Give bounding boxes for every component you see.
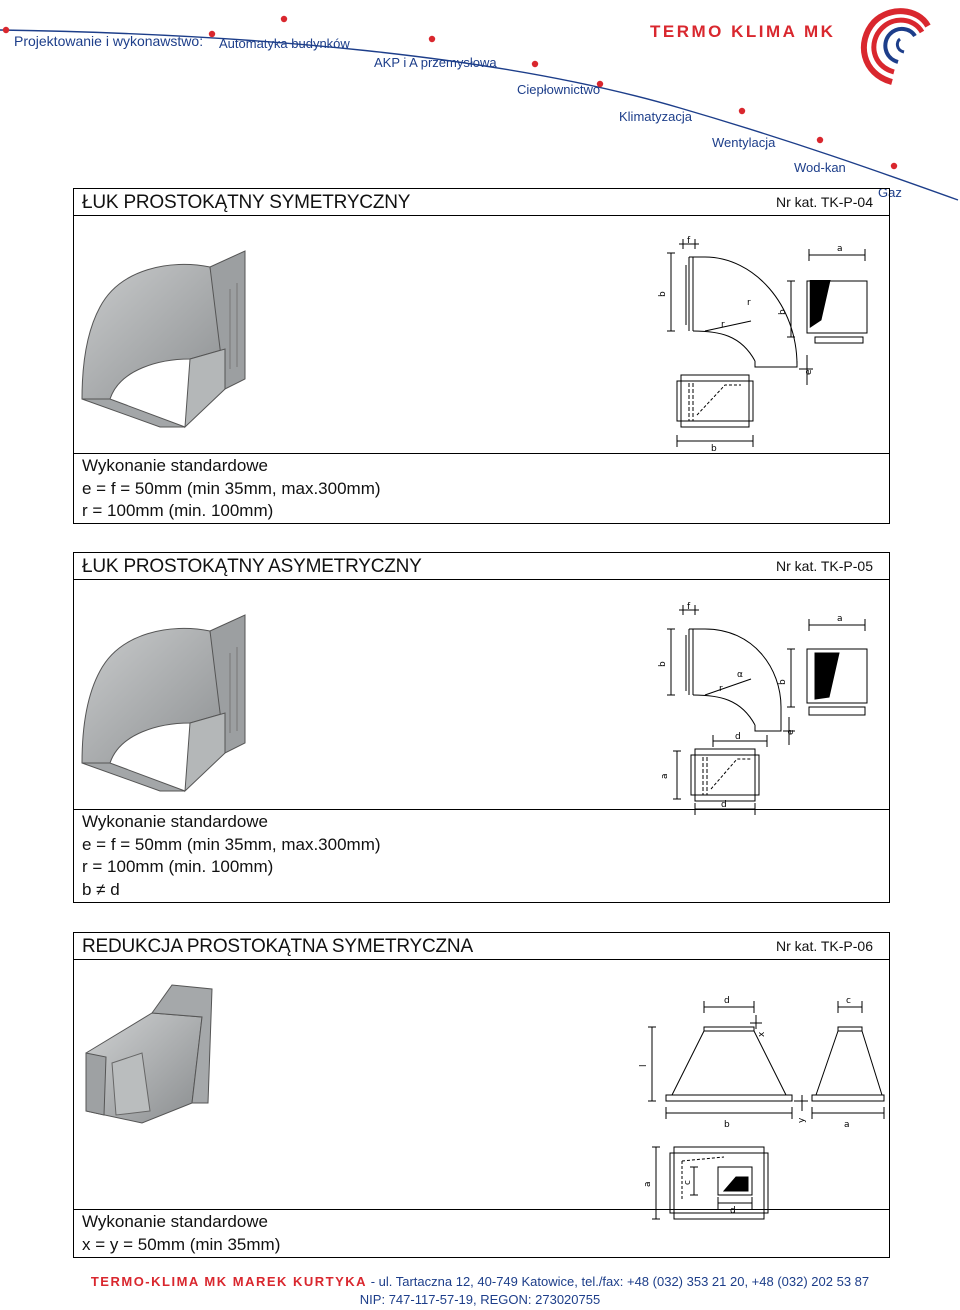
curve-dot <box>532 61 538 67</box>
logo-swirl-icon <box>852 2 934 84</box>
dim-label: d <box>724 996 730 1006</box>
catalog-number: Nr kat. TK-P-05 <box>776 558 873 574</box>
dim-label: c <box>683 1180 693 1185</box>
service-gas: Gaz <box>878 185 902 200</box>
dim-label: a <box>837 244 843 254</box>
curve-dot <box>3 27 9 33</box>
service-ventilation: Wentylacja <box>712 135 776 150</box>
dim-label: r <box>747 298 751 308</box>
spec-line: r = 100mm (min. 100mm) <box>82 501 274 520</box>
service-akp: AKP i A przemysłowa <box>374 55 497 70</box>
asymmetric-elbow-photo <box>80 613 255 793</box>
footer-address: - ul. Tartaczna 12, 40-749 Katowice, tel./fax: +48 (032) 353 21 20, +48 (032) 202 53 87 <box>370 1274 870 1289</box>
product-tk-p-06 <box>73 932 890 1258</box>
service-heating: Ciepłownictwo <box>517 82 601 97</box>
product-title-row <box>74 933 889 960</box>
product-illustration-area <box>74 579 889 810</box>
curve-dot <box>281 16 287 22</box>
product-title: ŁUK PROSTOKĄTNY SYMETRYCZNY <box>82 192 411 213</box>
dim-label: d <box>730 1206 736 1216</box>
curve-dot <box>429 36 435 42</box>
dim-label: c <box>846 996 851 1006</box>
dim-label: e <box>786 729 796 735</box>
spec-line: Wykonanie standardowe <box>82 456 269 475</box>
spec-line: x = y = 50mm (min 35mm) <box>82 1234 281 1254</box>
curve-dot <box>739 108 745 114</box>
dim-label: l <box>639 1064 649 1067</box>
dim-label: f <box>687 602 691 612</box>
dim-label: r <box>719 684 723 694</box>
dim-label: x <box>757 1031 767 1037</box>
catalog-number: Nr kat. TK-P-06 <box>776 938 873 954</box>
elbow-duct-photo <box>80 249 255 429</box>
dim-label: a <box>837 614 843 624</box>
dim-label: b <box>658 661 668 667</box>
product-illustration-area <box>74 959 889 1216</box>
header-lead: Projektowanie i wykonawstwo: <box>14 33 204 49</box>
spec-line: Wykonanie standardowe <box>82 1212 269 1231</box>
dim-label: b <box>778 679 788 685</box>
asymmetric-elbow-technical-drawing <box>659 599 874 809</box>
service-automation: Automatyka budynków <box>219 36 350 51</box>
product-specs <box>82 1211 280 1256</box>
elbow-technical-drawing <box>658 235 874 454</box>
dim-label: a <box>643 1181 653 1187</box>
spec-line: e = f = 50mm (min 35mm, max.300mm) <box>82 834 381 854</box>
dim-label: d <box>721 800 727 810</box>
dim-label: e <box>804 369 814 375</box>
footer-company: TERMO-KLIMA MK MAREK KURTYKA <box>90 1274 368 1289</box>
product-specs <box>82 811 381 901</box>
dim-label: a <box>660 773 670 779</box>
spec-line: e = f = 50mm (min 35mm, max.300mm) <box>82 478 381 498</box>
product-title: REDUKCJA PROSTOKĄTNA SYMETRYCZNA <box>82 936 473 957</box>
dim-label: α <box>737 670 743 680</box>
reducer-duct-photo <box>82 983 212 1133</box>
dim-label: r <box>721 320 725 330</box>
product-specs <box>82 455 381 523</box>
dim-label: b <box>724 1120 730 1130</box>
dim-label: a <box>844 1120 850 1130</box>
product-tk-p-05 <box>73 552 890 903</box>
catalog-number: Nr kat. TK-P-04 <box>776 194 873 210</box>
dim-label: b <box>658 291 668 297</box>
product-title-row <box>74 553 889 580</box>
service-aircon: Klimatyzacja <box>619 109 692 124</box>
footer-contact <box>0 1274 960 1289</box>
dim-label: d <box>735 732 741 742</box>
dim-label: b <box>711 444 717 454</box>
dim-label: b <box>778 309 788 315</box>
product-title: ŁUK PROSTOKĄTNY ASYMETRYCZNY <box>82 556 422 577</box>
product-tk-p-04 <box>73 188 890 524</box>
dim-label: f <box>687 236 691 246</box>
reducer-technical-drawing <box>639 987 884 1216</box>
product-illustration-area <box>74 215 889 454</box>
curve-dot <box>817 137 823 143</box>
spec-line: r = 100mm (min. 100mm) <box>82 857 274 876</box>
product-title-row <box>74 189 889 216</box>
curve-dot <box>891 163 897 169</box>
logo-text: TERMO KLIMA MK <box>650 22 836 41</box>
spec-line: Wykonanie standardowe <box>82 812 269 831</box>
dim-label: y <box>797 1117 807 1123</box>
curve-dot <box>209 31 215 37</box>
service-plumbing: Wod-kan <box>794 160 846 175</box>
footer-ids: NIP: 747-117-57-19, REGON: 273020755 <box>359 1292 601 1307</box>
spec-line: b ≠ d <box>82 879 120 899</box>
